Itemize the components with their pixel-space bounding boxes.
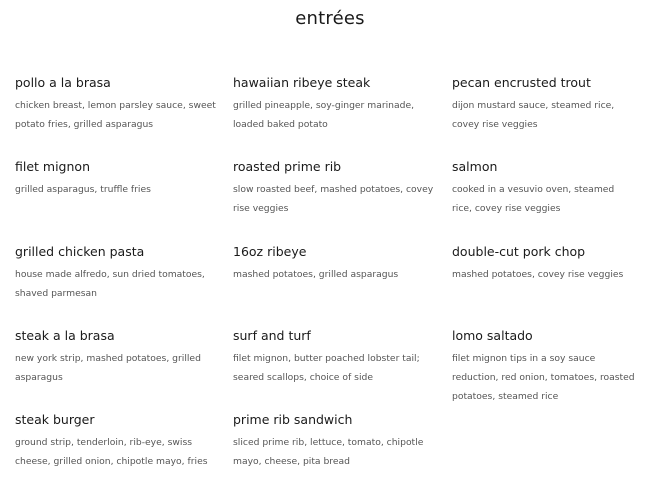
menu-item <box>233 158 452 242</box>
menu-item-description: grilled pineapple, soy-ginger marinade, loaded baked potato <box>233 100 415 130</box>
menu-item-description: ground strip, tenderloin, rib-eye, swiss cheese, grilled onion, chipotle mayo, fries <box>15 437 208 468</box>
menu-grid <box>15 74 645 495</box>
menu-item-description: new york strip, mashed potatoes, grilled asparagus <box>15 352 201 383</box>
menu-item-description: slow roasted beef, mashed potatoes, covey rise veggies <box>233 184 434 215</box>
menu-item <box>233 243 452 327</box>
menu-item <box>15 243 233 327</box>
menu-item <box>452 158 645 242</box>
menu-item-description: mashed potatoes, grilled asparagus <box>233 268 399 280</box>
menu-item <box>15 411 233 495</box>
menu-item-description: house made alfredo, sun dried tomatoes, shaved parmesan <box>15 268 205 299</box>
menu-item <box>233 411 452 495</box>
menu-item-name: hawaiian ribeye steak <box>233 75 371 90</box>
menu-item <box>15 327 233 411</box>
menu-item-description: cooked in a vesuvio oven, steamed rice, covey rise veggies <box>452 184 615 215</box>
menu-item-name: prime rib sandwich <box>233 412 353 428</box>
menu-item-description: filet mignon tips in a soy sauce reduction, red onion, tomatoes, roasted potatoes, steamed rice <box>452 352 635 402</box>
menu-item-name: lomo saltado <box>452 327 533 343</box>
menu-item-name: salmon <box>452 159 498 175</box>
menu-item-description: sliced prime rib, lettuce, tomato, chipotle mayo, cheese, pita bread <box>233 437 424 468</box>
menu-item-name: 16oz ribeye <box>233 243 307 259</box>
menu-item <box>15 158 233 242</box>
menu-item <box>452 74 645 158</box>
menu-item <box>233 74 452 158</box>
menu-item <box>233 327 452 411</box>
menu-item-name: roasted prime rib <box>233 159 342 175</box>
menu-item-name: grilled chicken pasta <box>15 243 145 259</box>
menu-item-name: surf and turf <box>233 327 311 343</box>
menu-item <box>15 74 233 158</box>
menu-item-description: dijon mustard sauce, steamed rice, covey rise veggies <box>452 100 615 130</box>
menu-item-description: chicken breast, lemon parsley sauce, sweet potato fries, grilled asparagus <box>15 100 216 130</box>
menu-item-name: steak a la brasa <box>15 327 115 343</box>
menu-item-description: mashed potatoes, covey rise veggies <box>452 268 624 280</box>
menu-item-name: filet mignon <box>15 159 90 175</box>
menu-item-name: double-cut pork chop <box>452 243 586 259</box>
menu-item <box>452 327 645 411</box>
menu-item-description: filet mignon, butter poached lobster tail; seared scallops, choice of side <box>233 352 420 383</box>
section-title: entrées <box>295 8 365 29</box>
menu-item-name: pecan encrusted trout <box>452 75 591 90</box>
menu-item-name: pollo a la brasa <box>15 75 111 90</box>
menu-item-description: grilled asparagus, truffle fries <box>15 184 151 196</box>
menu-item <box>452 243 645 327</box>
menu-item-name: steak burger <box>15 412 95 428</box>
